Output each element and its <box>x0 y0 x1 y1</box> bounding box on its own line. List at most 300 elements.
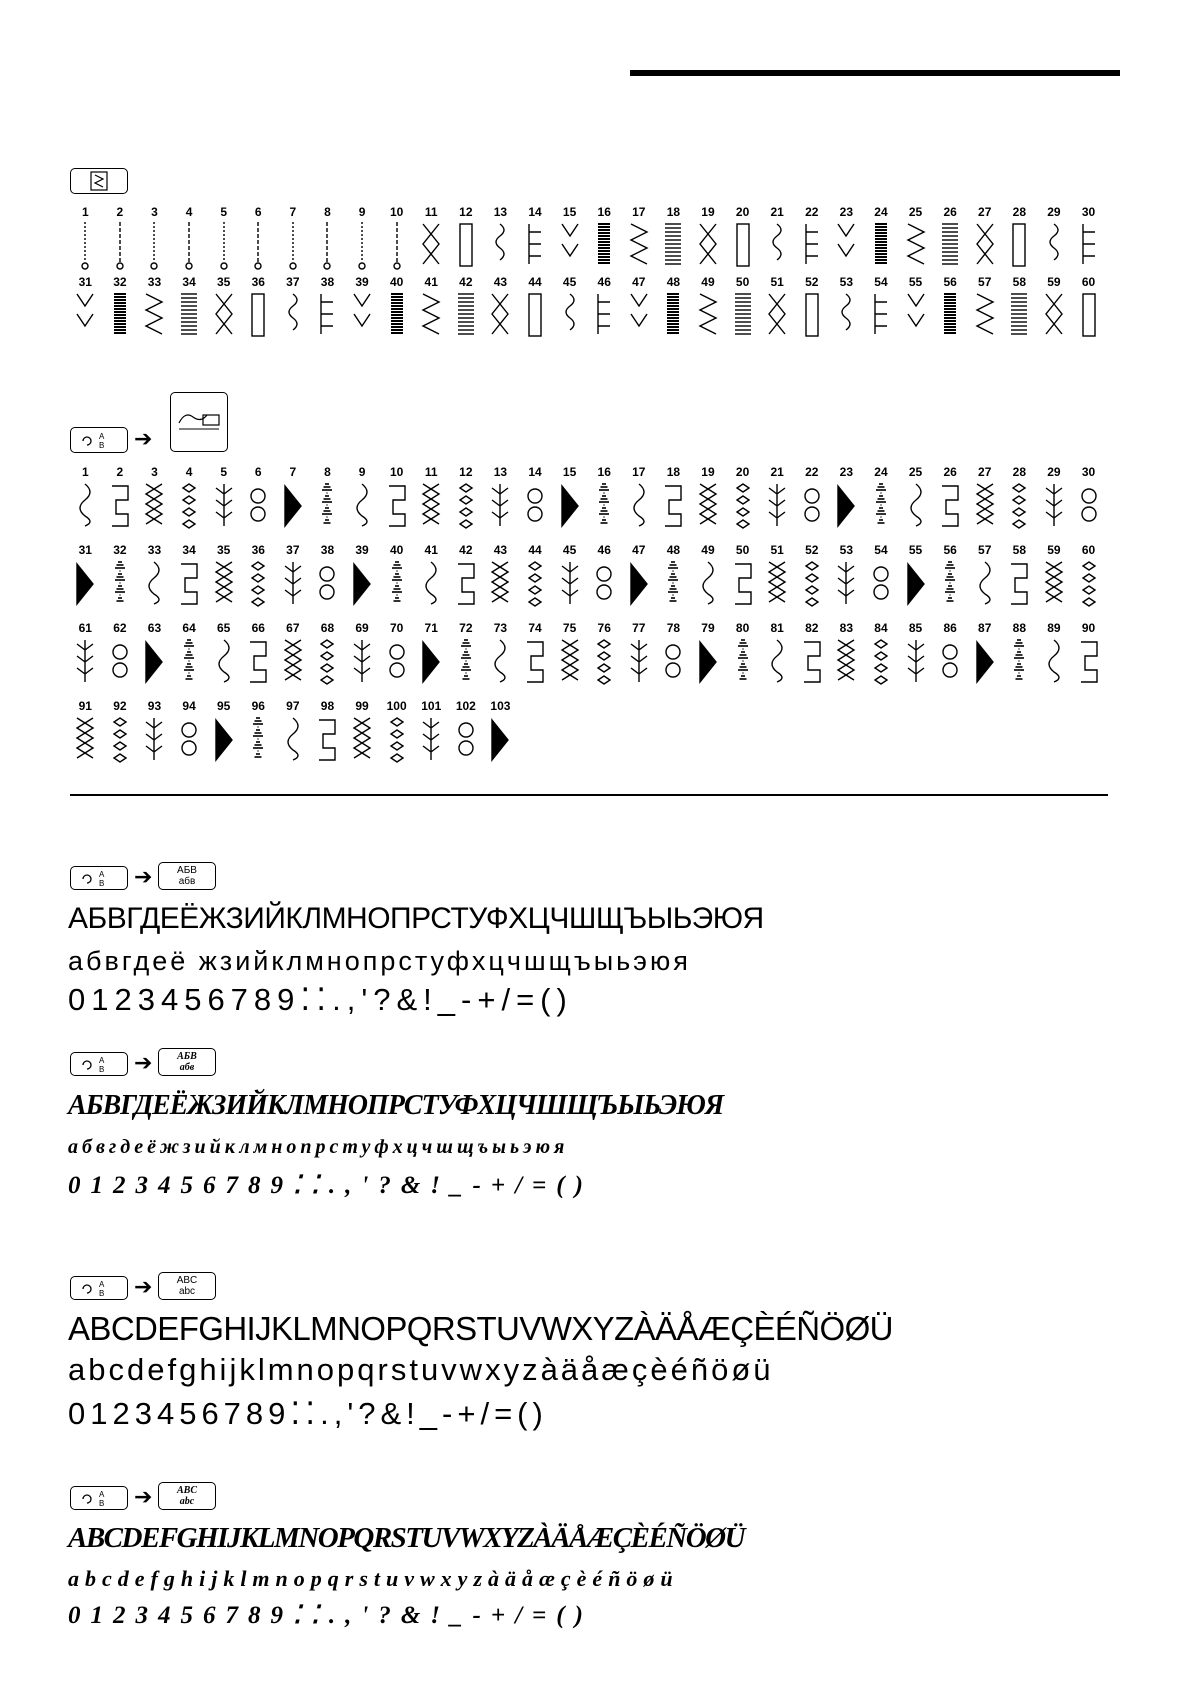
stitch-cell[interactable] <box>1002 276 1037 342</box>
font-key-1[interactable] <box>158 862 216 890</box>
stitch-cell[interactable] <box>310 544 345 610</box>
stitch-cell[interactable] <box>552 206 587 272</box>
stitch-number: 28 <box>1012 205 1026 219</box>
stitch-cell[interactable] <box>449 276 484 342</box>
stitch-cell[interactable] <box>1037 206 1072 272</box>
stitch-cell[interactable] <box>379 206 414 272</box>
stitch-cell[interactable] <box>206 276 241 342</box>
stitch-cell[interactable] <box>414 466 449 532</box>
font-key-label-top: ABC <box>176 1275 198 1286</box>
stitch-number: 55 <box>908 543 923 557</box>
stitch-number: 23 <box>839 205 854 219</box>
stitch-pattern-icon <box>71 480 99 532</box>
stitch-pattern-icon <box>1075 480 1103 532</box>
stitch-cell[interactable] <box>587 544 622 610</box>
stitch-cell[interactable] <box>1002 622 1037 688</box>
stitch-pattern-icon <box>556 558 584 610</box>
stitch-number: 87 <box>978 621 992 635</box>
stitch-cell[interactable] <box>552 622 587 688</box>
stitch-cell[interactable] <box>345 466 380 532</box>
stitch-cell[interactable] <box>725 206 760 272</box>
stitch-number: 24 <box>874 465 888 479</box>
stitch-cell[interactable] <box>483 206 518 272</box>
stitch-cell[interactable] <box>967 276 1002 342</box>
stitch-pattern-icon <box>140 636 168 688</box>
stitch-number: 48 <box>666 275 681 289</box>
stitch-cell[interactable] <box>552 466 587 532</box>
stitch-pattern-icon <box>694 290 722 342</box>
stitch-cell[interactable] <box>691 622 726 688</box>
stitch-cell[interactable] <box>137 700 172 766</box>
stitch-pattern-icon <box>210 558 238 610</box>
stitch-cell[interactable] <box>760 544 795 610</box>
stitch-pattern-icon <box>902 220 930 272</box>
character-decorative-mode-key[interactable] <box>70 427 128 453</box>
stitch-cell[interactable] <box>276 700 311 766</box>
stitch-cell[interactable] <box>656 544 691 610</box>
stitch-cell[interactable] <box>622 206 657 272</box>
stitch-cell[interactable] <box>518 622 553 688</box>
stitch-cell[interactable] <box>414 700 449 766</box>
stitch-pattern-icon <box>659 558 687 610</box>
stitch-pattern-icon <box>383 290 411 342</box>
stitch-cell[interactable] <box>1037 544 1072 610</box>
stitch-cell[interactable] <box>1002 466 1037 532</box>
stitch-cell[interactable] <box>967 206 1002 272</box>
stitch-cell[interactable] <box>206 466 241 532</box>
svg-text:A: A <box>99 1280 105 1289</box>
stitch-cell[interactable] <box>794 544 829 610</box>
stitch-cell[interactable] <box>864 206 899 272</box>
stitch-cell[interactable] <box>725 544 760 610</box>
stitch-pattern-icon <box>521 558 549 610</box>
stitch-number: 66 <box>251 621 265 635</box>
stitch-cell[interactable] <box>691 276 726 342</box>
stitch-cell[interactable] <box>656 206 691 272</box>
stitch-cell[interactable] <box>241 466 276 532</box>
stitch-number: 15 <box>562 465 577 479</box>
stitch-number: 50 <box>735 543 750 557</box>
stitch-number: 46 <box>597 275 611 289</box>
stitch-number: 43 <box>493 543 508 557</box>
stitch-pattern-icon <box>867 290 895 342</box>
stitch-cell[interactable] <box>103 622 138 688</box>
stitch-number: 76 <box>597 621 611 635</box>
stitch-cell[interactable] <box>1037 466 1072 532</box>
font-key-2[interactable] <box>158 1048 216 1076</box>
stitch-cell[interactable] <box>933 622 968 688</box>
stitch-cell[interactable] <box>241 700 276 766</box>
stitch-pattern-icon <box>1040 290 1068 342</box>
stitch-cell[interactable] <box>241 206 276 272</box>
stitch-number: 6 <box>254 205 262 219</box>
stitch-number: 75 <box>562 621 577 635</box>
stitch-pattern-icon <box>1040 558 1068 610</box>
arrow-icon: ➔ <box>134 1274 153 1299</box>
stitch-number: 101 <box>421 699 442 713</box>
stitch-cell[interactable] <box>345 622 380 688</box>
stitch-pattern-icon <box>313 636 341 688</box>
stitch-cell[interactable] <box>1002 544 1037 610</box>
stitch-number: 52 <box>805 543 819 557</box>
stitch-pattern-icon <box>625 290 653 342</box>
stitch-cell[interactable] <box>206 622 241 688</box>
stitch-number: 22 <box>805 465 819 479</box>
stitch-cell[interactable] <box>725 622 760 688</box>
stitch-cell[interactable] <box>829 206 864 272</box>
stitch-cell[interactable] <box>587 466 622 532</box>
stitch-cell[interactable] <box>172 206 207 272</box>
stitch-cell[interactable] <box>760 276 795 342</box>
stitch-pattern-icon <box>936 636 964 688</box>
stitch-pattern-icon <box>902 636 930 688</box>
stitch-pattern-icon <box>867 480 895 532</box>
arrow-icon: ➔ <box>134 1484 153 1509</box>
stitch-cell[interactable] <box>172 276 207 342</box>
character-mode-key-4[interactable] <box>70 1486 128 1510</box>
stitch-number: 11 <box>424 205 438 219</box>
stitch-cell[interactable] <box>449 466 484 532</box>
stitch-number: 102 <box>455 699 476 713</box>
stitch-cell[interactable] <box>967 622 1002 688</box>
utility-stitch-mode-key[interactable] <box>70 168 128 194</box>
stitch-cell[interactable] <box>622 276 657 342</box>
stitch-number: 45 <box>562 543 577 557</box>
stitch-cell[interactable] <box>379 700 414 766</box>
stitch-pattern-icon <box>1075 290 1103 342</box>
stitch-cell[interactable] <box>276 544 311 610</box>
stitch-cell[interactable] <box>760 622 795 688</box>
stitch-number: 20 <box>735 465 750 479</box>
stitch-pattern-icon <box>902 480 930 532</box>
character-mode-key-1[interactable] <box>70 866 128 890</box>
stitch-cell[interactable] <box>933 276 968 342</box>
stitch-cell[interactable] <box>1071 276 1106 342</box>
stitch-cell[interactable] <box>68 700 103 766</box>
stitch-cell[interactable] <box>1071 622 1106 688</box>
stitch-cell[interactable] <box>379 544 414 610</box>
font4-uppercase: ABCDEFGHIJKLMNOPQRSTUVWXYZÀÄÅÆÇÈÉÑÖØÜ <box>68 1522 745 1554</box>
stitch-cell[interactable] <box>276 276 311 342</box>
stitch-cell[interactable] <box>345 544 380 610</box>
stitch-cell[interactable] <box>898 276 933 342</box>
stitch-pattern-icon <box>417 220 445 272</box>
decorative-stitch-key[interactable] <box>170 392 228 452</box>
stitch-cell[interactable] <box>587 206 622 272</box>
stitch-cell[interactable] <box>933 544 968 610</box>
stitch-pattern-icon <box>763 636 791 688</box>
stitch-pattern-icon <box>1005 558 1033 610</box>
stitch-number: 49 <box>701 543 715 557</box>
stitch-number: 69 <box>355 621 369 635</box>
stitch-cell[interactable] <box>449 544 484 610</box>
stitch-cell[interactable] <box>933 206 968 272</box>
stitch-cell[interactable] <box>414 206 449 272</box>
stitch-pattern-icon <box>1040 636 1068 688</box>
stitch-cell[interactable] <box>552 544 587 610</box>
stitch-cell[interactable] <box>1037 622 1072 688</box>
stitch-cell[interactable] <box>414 544 449 610</box>
stitch-cell[interactable] <box>310 276 345 342</box>
stitch-number: 98 <box>320 699 335 713</box>
stitch-cell[interactable] <box>137 206 172 272</box>
stitch-cell[interactable] <box>379 276 414 342</box>
stitch-cell[interactable] <box>276 622 311 688</box>
stitch-pattern-icon <box>417 558 445 610</box>
stitch-pattern-icon <box>244 290 272 342</box>
stitch-cell[interactable] <box>794 206 829 272</box>
stitch-pattern-icon <box>244 558 272 610</box>
stitch-cell[interactable] <box>68 466 103 532</box>
stitch-cell[interactable] <box>276 466 311 532</box>
stitch-number: 40 <box>389 275 404 289</box>
stitch-pattern-icon <box>763 220 791 272</box>
stitch-cell[interactable] <box>103 700 138 766</box>
stitch-cell[interactable] <box>898 544 933 610</box>
stitch-cell[interactable] <box>794 622 829 688</box>
stitch-pattern-icon <box>106 636 134 688</box>
font-key-3[interactable] <box>158 1272 216 1300</box>
stitch-pattern-icon <box>348 290 376 342</box>
stitch-cell[interactable] <box>379 622 414 688</box>
stitch-pattern-icon <box>71 558 99 610</box>
stitch-cell[interactable] <box>206 544 241 610</box>
stitch-pattern-icon <box>556 290 584 342</box>
stitch-cell[interactable] <box>1002 206 1037 272</box>
stitch-pattern-icon <box>279 558 307 610</box>
stitch-cell[interactable] <box>1071 466 1106 532</box>
stitch-cell[interactable] <box>241 544 276 610</box>
stitch-number: 30 <box>1081 205 1096 219</box>
stitch-cell[interactable] <box>967 466 1002 532</box>
stitch-number: 49 <box>701 275 715 289</box>
stitch-cell[interactable] <box>518 544 553 610</box>
stitch-cell[interactable] <box>829 276 864 342</box>
stitch-pattern-icon <box>832 558 860 610</box>
svg-text:B: B <box>99 1289 105 1298</box>
stitch-cell[interactable] <box>172 700 207 766</box>
character-mode-key-3[interactable] <box>70 1276 128 1300</box>
stitch-cell[interactable] <box>1071 544 1106 610</box>
stitch-cell[interactable] <box>518 206 553 272</box>
stitch-number: 26 <box>943 205 957 219</box>
stitch-cell[interactable] <box>691 206 726 272</box>
stitch-cell[interactable] <box>310 700 345 766</box>
stitch-number: 1 <box>81 205 89 219</box>
stitch-cell[interactable] <box>68 622 103 688</box>
stitch-cell[interactable] <box>483 700 518 766</box>
stitch-number: 52 <box>805 275 819 289</box>
stitch-cell[interactable] <box>449 622 484 688</box>
stitch-pattern-icon <box>486 558 514 610</box>
stitch-number: 9 <box>358 205 366 219</box>
stitch-cell[interactable] <box>310 622 345 688</box>
stitch-cell[interactable] <box>172 622 207 688</box>
stitch-number: 25 <box>908 465 923 479</box>
stitch-number: 39 <box>355 275 369 289</box>
stitch-cell[interactable] <box>760 206 795 272</box>
stitch-number: 10 <box>389 465 404 479</box>
stitch-cell[interactable] <box>587 622 622 688</box>
stitch-cell[interactable] <box>691 544 726 610</box>
stitch-pattern-icon <box>694 558 722 610</box>
stitch-number: 17 <box>632 465 646 479</box>
stitch-pattern-icon <box>971 220 999 272</box>
stitch-number: 59 <box>1047 543 1061 557</box>
stitch-number: 33 <box>147 543 162 557</box>
font1-lowercase: абвгдеё жзийклмнопрстуфхцчшщъыьэюя <box>68 946 691 976</box>
stitch-cell[interactable] <box>103 466 138 532</box>
stitch-cell[interactable] <box>725 276 760 342</box>
stitch-cell[interactable] <box>241 276 276 342</box>
stitch-cell[interactable] <box>449 206 484 272</box>
stitch-cell[interactable] <box>656 466 691 532</box>
stitch-pattern-icon <box>313 220 341 272</box>
stitch-number: 10 <box>389 205 404 219</box>
stitch-pattern-icon <box>1075 636 1103 688</box>
svg-text:A: A <box>99 1056 105 1065</box>
stitch-cell[interactable] <box>518 276 553 342</box>
stitch-cell[interactable] <box>206 206 241 272</box>
stitch-cell[interactable] <box>414 276 449 342</box>
stitch-cell[interactable] <box>310 206 345 272</box>
stitch-cell[interactable] <box>864 276 899 342</box>
stitch-cell[interactable] <box>310 466 345 532</box>
stitch-cell[interactable] <box>622 466 657 532</box>
stitch-cell[interactable] <box>345 276 380 342</box>
stitch-number: 78 <box>666 621 681 635</box>
stitch-cell[interactable] <box>864 466 899 532</box>
stitch-cell[interactable] <box>103 276 138 342</box>
stitch-pattern-icon <box>71 636 99 688</box>
stitch-pattern-icon <box>244 220 272 272</box>
stitch-pattern-icon <box>694 480 722 532</box>
stitch-cell[interactable] <box>518 466 553 532</box>
stitch-cell[interactable] <box>345 206 380 272</box>
stitch-pattern-icon <box>936 480 964 532</box>
stitch-pattern-icon <box>279 636 307 688</box>
stitch-number: 46 <box>597 543 611 557</box>
stitch-cell[interactable] <box>483 276 518 342</box>
stitch-pattern-icon <box>383 480 411 532</box>
stitch-number: 22 <box>805 205 819 219</box>
stitch-cell[interactable] <box>137 276 172 342</box>
stitch-cell[interactable] <box>829 622 864 688</box>
stitch-cell[interactable] <box>829 466 864 532</box>
section-divider <box>70 794 1108 796</box>
stitch-cell[interactable] <box>622 544 657 610</box>
stitch-number: 16 <box>597 465 611 479</box>
stitch-pattern-icon <box>971 636 999 688</box>
stitch-pattern-icon <box>210 220 238 272</box>
stitch-pattern-icon <box>625 220 653 272</box>
stitch-number: 51 <box>770 275 784 289</box>
stitch-cell[interactable] <box>656 622 691 688</box>
stitch-number: 13 <box>493 465 508 479</box>
stitch-pattern-icon <box>798 480 826 532</box>
stitch-pattern-icon <box>936 220 964 272</box>
stitch-cell[interactable] <box>691 466 726 532</box>
stitch-cell[interactable] <box>587 276 622 342</box>
stitch-cell[interactable] <box>760 466 795 532</box>
font-key-label-bottom: абв <box>178 876 196 887</box>
stitch-cell[interactable] <box>794 466 829 532</box>
stitch-cell[interactable] <box>483 466 518 532</box>
stitch-number: 36 <box>251 543 265 557</box>
stitch-cell[interactable] <box>967 544 1002 610</box>
stitch-number: 91 <box>78 699 92 713</box>
stitch-pattern-icon <box>902 558 930 610</box>
stitch-cell[interactable] <box>449 700 484 766</box>
stitch-cell[interactable] <box>898 206 933 272</box>
stitch-cell[interactable] <box>622 622 657 688</box>
svg-text:B: B <box>99 441 105 450</box>
stitch-cell[interactable] <box>276 206 311 272</box>
stitch-cell[interactable] <box>864 622 899 688</box>
font-key-4[interactable] <box>158 1482 216 1510</box>
stitch-cell[interactable] <box>898 466 933 532</box>
character-mode-icon <box>71 1277 127 1299</box>
stitch-cell[interactable] <box>829 544 864 610</box>
stitch-number: 31 <box>78 275 92 289</box>
stitch-cell[interactable] <box>933 466 968 532</box>
stitch-cell[interactable] <box>1071 206 1106 272</box>
stitch-cell[interactable] <box>68 544 103 610</box>
stitch-cell[interactable] <box>172 466 207 532</box>
stitch-cell[interactable] <box>898 622 933 688</box>
stitch-number: 53 <box>839 275 854 289</box>
stitch-pattern-icon <box>971 558 999 610</box>
stitch-pattern-icon <box>140 558 168 610</box>
stitch-pattern-icon <box>452 480 480 532</box>
stitch-cell[interactable] <box>172 544 207 610</box>
stitch-pattern-icon <box>348 558 376 610</box>
font3-uppercase: ABCDEFGHIJKLMNOPQRSTUVWXYZÀÄÅÆÇÈÉÑÖØÜ <box>68 1310 893 1347</box>
stitch-cell[interactable] <box>68 276 103 342</box>
stitch-cell[interactable] <box>725 466 760 532</box>
stitch-pattern-icon <box>729 290 757 342</box>
stitch-cell[interactable] <box>414 622 449 688</box>
stitch-pattern-icon <box>106 480 134 532</box>
stitch-cell[interactable] <box>483 544 518 610</box>
stitch-cell[interactable] <box>345 700 380 766</box>
stitch-cell[interactable] <box>103 544 138 610</box>
stitch-number: 53 <box>839 543 854 557</box>
stitch-pattern-icon <box>106 714 134 766</box>
stitch-cell[interactable] <box>68 206 103 272</box>
stitch-cell[interactable] <box>379 466 414 532</box>
stitch-cell[interactable] <box>137 622 172 688</box>
stitch-cell[interactable] <box>1037 276 1072 342</box>
stitch-cell[interactable] <box>103 206 138 272</box>
stitch-number: 72 <box>459 621 473 635</box>
stitch-cell[interactable] <box>483 622 518 688</box>
stitch-cell[interactable] <box>206 700 241 766</box>
stitch-pattern-icon <box>625 480 653 532</box>
stitch-cell[interactable] <box>241 622 276 688</box>
font3-lowercase: abcdefghijklmnopqrstuvwxyzàäåæçèéñöøü <box>68 1352 774 1387</box>
stitch-cell[interactable] <box>794 276 829 342</box>
stitch-cell[interactable] <box>137 544 172 610</box>
stitch-cell[interactable] <box>552 276 587 342</box>
stitch-pattern-icon <box>106 558 134 610</box>
stitch-number: 89 <box>1047 621 1061 635</box>
stitch-number: 73 <box>493 621 508 635</box>
stitch-cell[interactable] <box>864 544 899 610</box>
stitch-cell[interactable] <box>656 276 691 342</box>
stitch-cell[interactable] <box>137 466 172 532</box>
character-mode-key-2[interactable] <box>70 1052 128 1076</box>
